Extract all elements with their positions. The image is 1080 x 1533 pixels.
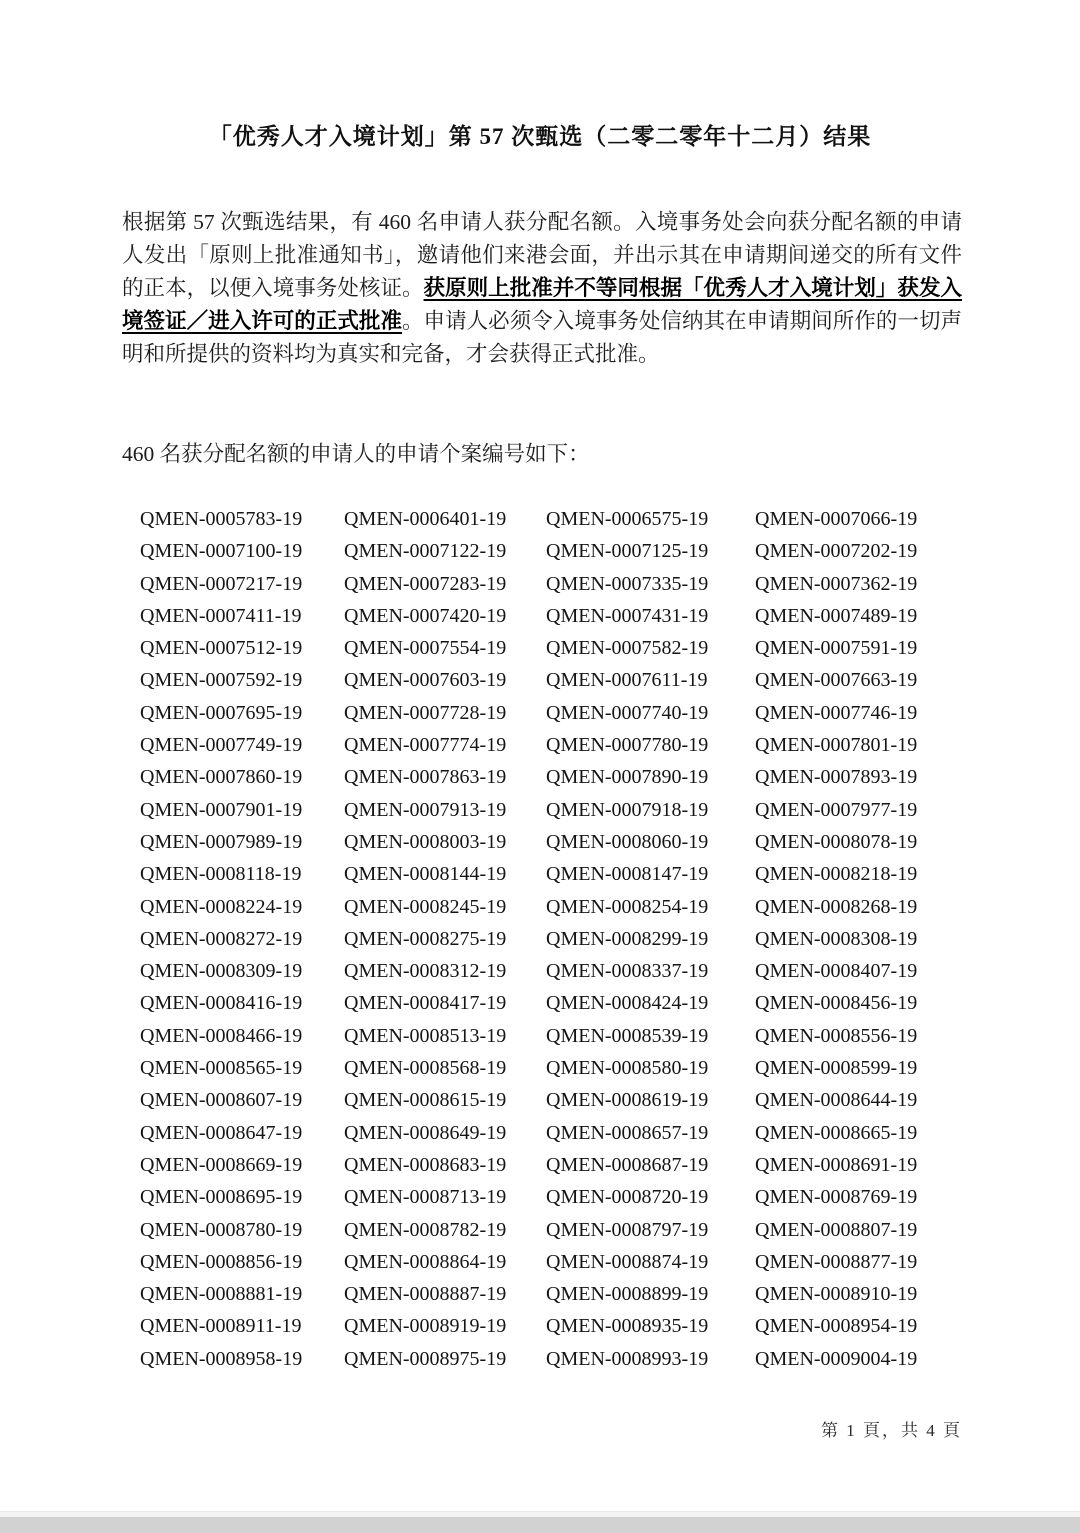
case-number: QMEN-0008308-19 <box>755 927 918 950</box>
case-number: QMEN-0007122-19 <box>344 540 507 563</box>
case-number: QMEN-0007801-19 <box>755 734 918 757</box>
case-number: QMEN-0008780-19 <box>140 1218 303 1241</box>
case-number: QMEN-0007411-19 <box>140 604 302 627</box>
case-number: QMEN-0007217-19 <box>140 572 303 595</box>
case-number: QMEN-0008993-19 <box>546 1347 709 1370</box>
case-number: QMEN-0008003-19 <box>344 830 507 853</box>
case-number: QMEN-0008864-19 <box>344 1250 507 1273</box>
case-number: QMEN-0007066-19 <box>755 508 918 530</box>
case-number: QMEN-0007582-19 <box>546 637 709 660</box>
intro-paragraph <box>122 206 962 371</box>
case-number: QMEN-0007335-19 <box>546 572 709 595</box>
case-number: QMEN-0007100-19 <box>140 540 303 563</box>
case-number: QMEN-0008245-19 <box>344 895 507 918</box>
case-number: QMEN-0008607-19 <box>140 1089 303 1112</box>
case-number: QMEN-0007740-19 <box>546 701 709 724</box>
case-number: QMEN-0007728-19 <box>344 701 507 724</box>
case-number: QMEN-0007554-19 <box>344 637 507 660</box>
case-number: QMEN-0008060-19 <box>546 830 709 853</box>
case-number: QMEN-0008144-19 <box>344 863 507 886</box>
case-number: QMEN-0008899-19 <box>546 1283 709 1306</box>
case-number: QMEN-0008683-19 <box>344 1153 507 1176</box>
paragraph-text-before: 根据第 57 次甄选结果，有 460 名申请人获分配名额。入境事务处会向获分配名额的申请人发出「原则上批准通知书」，邀请他们来港会面，并出示其在申请期间递交的所有文件的正本，以便入境事务处核证。 <box>122 210 962 300</box>
case-number: QMEN-0008954-19 <box>755 1315 918 1338</box>
case-number: QMEN-0008513-19 <box>344 1024 507 1047</box>
case-number: QMEN-0008919-19 <box>344 1315 507 1338</box>
case-number: QMEN-0008147-19 <box>546 863 709 886</box>
case-number: QMEN-0008615-19 <box>344 1089 507 1112</box>
case-number: QMEN-0008254-19 <box>546 895 709 918</box>
case-number: QMEN-0008695-19 <box>140 1186 303 1209</box>
case-number: QMEN-0008910-19 <box>755 1283 918 1306</box>
case-number: QMEN-0008337-19 <box>546 960 709 983</box>
case-number: QMEN-0008275-19 <box>344 927 507 950</box>
case-number: QMEN-0008657-19 <box>546 1121 709 1144</box>
case-number: QMEN-0008539-19 <box>546 1024 709 1047</box>
case-number: QMEN-0007913-19 <box>344 798 507 821</box>
case-number: QMEN-0008556-19 <box>755 1024 918 1047</box>
case-number: QMEN-0007591-19 <box>755 637 918 660</box>
case-number: QMEN-0008874-19 <box>546 1250 709 1273</box>
case-number: QMEN-0008887-19 <box>344 1283 507 1306</box>
case-number: QMEN-0008958-19 <box>140 1347 303 1370</box>
case-number: QMEN-0007125-19 <box>546 540 709 563</box>
case-number: QMEN-0007893-19 <box>755 766 918 789</box>
case-number: QMEN-0008416-19 <box>140 992 303 1015</box>
case-number: QMEN-0008782-19 <box>344 1218 507 1241</box>
case-number: QMEN-0008935-19 <box>546 1315 709 1338</box>
case-number: QMEN-0007202-19 <box>755 540 918 563</box>
case-number: QMEN-0008078-19 <box>755 830 918 853</box>
case-number: QMEN-0008669-19 <box>140 1153 303 1176</box>
case-number: QMEN-0008268-19 <box>755 895 918 918</box>
horizontal-scrollbar[interactable] <box>0 1517 1080 1533</box>
case-number: QMEN-0008565-19 <box>140 1057 303 1080</box>
case-number: QMEN-0007695-19 <box>140 701 303 724</box>
case-number: QMEN-0008466-19 <box>140 1024 303 1047</box>
case-number: QMEN-0008224-19 <box>140 895 303 918</box>
paragraph-text-after: 。申请人必须令入境事务处信纳其在申请期间所作的一切声明和所提供的资料均为真实和完备，才会获得正式批准。 <box>122 309 962 366</box>
case-number: QMEN-0008881-19 <box>140 1283 303 1306</box>
case-number: QMEN-0008877-19 <box>755 1250 918 1273</box>
case-number: QMEN-0008665-19 <box>755 1121 918 1144</box>
case-number: QMEN-0007611-19 <box>546 669 708 692</box>
case-number: QMEN-0008599-19 <box>755 1057 918 1080</box>
case-number: QMEN-0009004-19 <box>755 1347 918 1370</box>
case-number: QMEN-0007918-19 <box>546 798 709 821</box>
case-number: QMEN-0006401-19 <box>344 508 507 530</box>
case-number: QMEN-0008407-19 <box>755 960 918 983</box>
case-number: QMEN-0008856-19 <box>140 1250 303 1273</box>
case-number: QMEN-0008644-19 <box>755 1089 918 1112</box>
case-number: QMEN-0007863-19 <box>344 766 507 789</box>
case-number: QMEN-0007780-19 <box>546 734 709 757</box>
case-number: QMEN-0008691-19 <box>755 1153 918 1176</box>
case-number: QMEN-0007977-19 <box>755 798 918 821</box>
case-number-grid <box>140 503 935 1375</box>
case-number: QMEN-0008456-19 <box>755 992 918 1015</box>
case-number: QMEN-0008272-19 <box>140 927 303 950</box>
case-number: QMEN-0008218-19 <box>755 863 918 886</box>
case-number: QMEN-0008687-19 <box>546 1153 709 1176</box>
case-number: QMEN-0008568-19 <box>344 1057 507 1080</box>
case-number: QMEN-0008975-19 <box>344 1347 507 1370</box>
case-number: QMEN-0007489-19 <box>755 604 918 627</box>
case-number: QMEN-0008911-19 <box>140 1315 302 1338</box>
case-number: QMEN-0008580-19 <box>546 1057 709 1080</box>
case-number: QMEN-0008619-19 <box>546 1089 709 1112</box>
case-number: QMEN-0007431-19 <box>546 604 709 627</box>
case-number: QMEN-0007989-19 <box>140 830 303 853</box>
case-number: QMEN-0007901-19 <box>140 798 303 821</box>
case-number: QMEN-0008417-19 <box>344 992 507 1015</box>
case-number: QMEN-0008797-19 <box>546 1218 709 1241</box>
case-number: QMEN-0007749-19 <box>140 734 303 757</box>
case-number: QMEN-0008769-19 <box>755 1186 918 1209</box>
page-number-indicator: 第 1 頁，共 4 頁 <box>821 1421 962 1440</box>
case-number: QMEN-0007890-19 <box>546 766 709 789</box>
case-number: QMEN-0006575-19 <box>546 508 709 530</box>
case-number: QMEN-0008647-19 <box>140 1121 303 1144</box>
case-number: QMEN-0007283-19 <box>344 572 507 595</box>
case-number: QMEN-0008807-19 <box>755 1218 918 1241</box>
case-number: QMEN-0007420-19 <box>344 604 507 627</box>
case-number: QMEN-0007746-19 <box>755 701 918 724</box>
case-number: QMEN-0007603-19 <box>344 669 507 692</box>
case-number: QMEN-0008713-19 <box>344 1186 507 1209</box>
case-number: QMEN-0008649-19 <box>344 1121 507 1144</box>
case-list-intro: 460 名获分配名额的申请人的申请个案编号如下： <box>122 442 590 466</box>
case-number: QMEN-0008424-19 <box>546 992 709 1015</box>
case-number: QMEN-0007592-19 <box>140 669 303 692</box>
case-number: QMEN-0007512-19 <box>140 637 303 660</box>
case-number: QMEN-0008720-19 <box>546 1186 709 1209</box>
case-number: QMEN-0005783-19 <box>140 508 303 530</box>
case-number: QMEN-0007860-19 <box>140 766 303 789</box>
case-number: QMEN-0008312-19 <box>344 960 507 983</box>
case-number: QMEN-0007663-19 <box>755 669 918 692</box>
case-number: QMEN-0008299-19 <box>546 927 709 950</box>
case-number: QMEN-0007774-19 <box>344 734 507 757</box>
case-number: QMEN-0007362-19 <box>755 572 918 595</box>
case-number: QMEN-0008118-19 <box>140 863 302 886</box>
page-title: 「优秀人才入境计划」第 57 次甄选（二零二零年十二月）结果 <box>208 124 872 149</box>
case-number: QMEN-0008309-19 <box>140 960 303 983</box>
paragraph-emphasis-text: 获原则上批准并不等同根据「优秀人才入境计划」获发入境签证／进入许可的正式批准 <box>122 276 962 333</box>
